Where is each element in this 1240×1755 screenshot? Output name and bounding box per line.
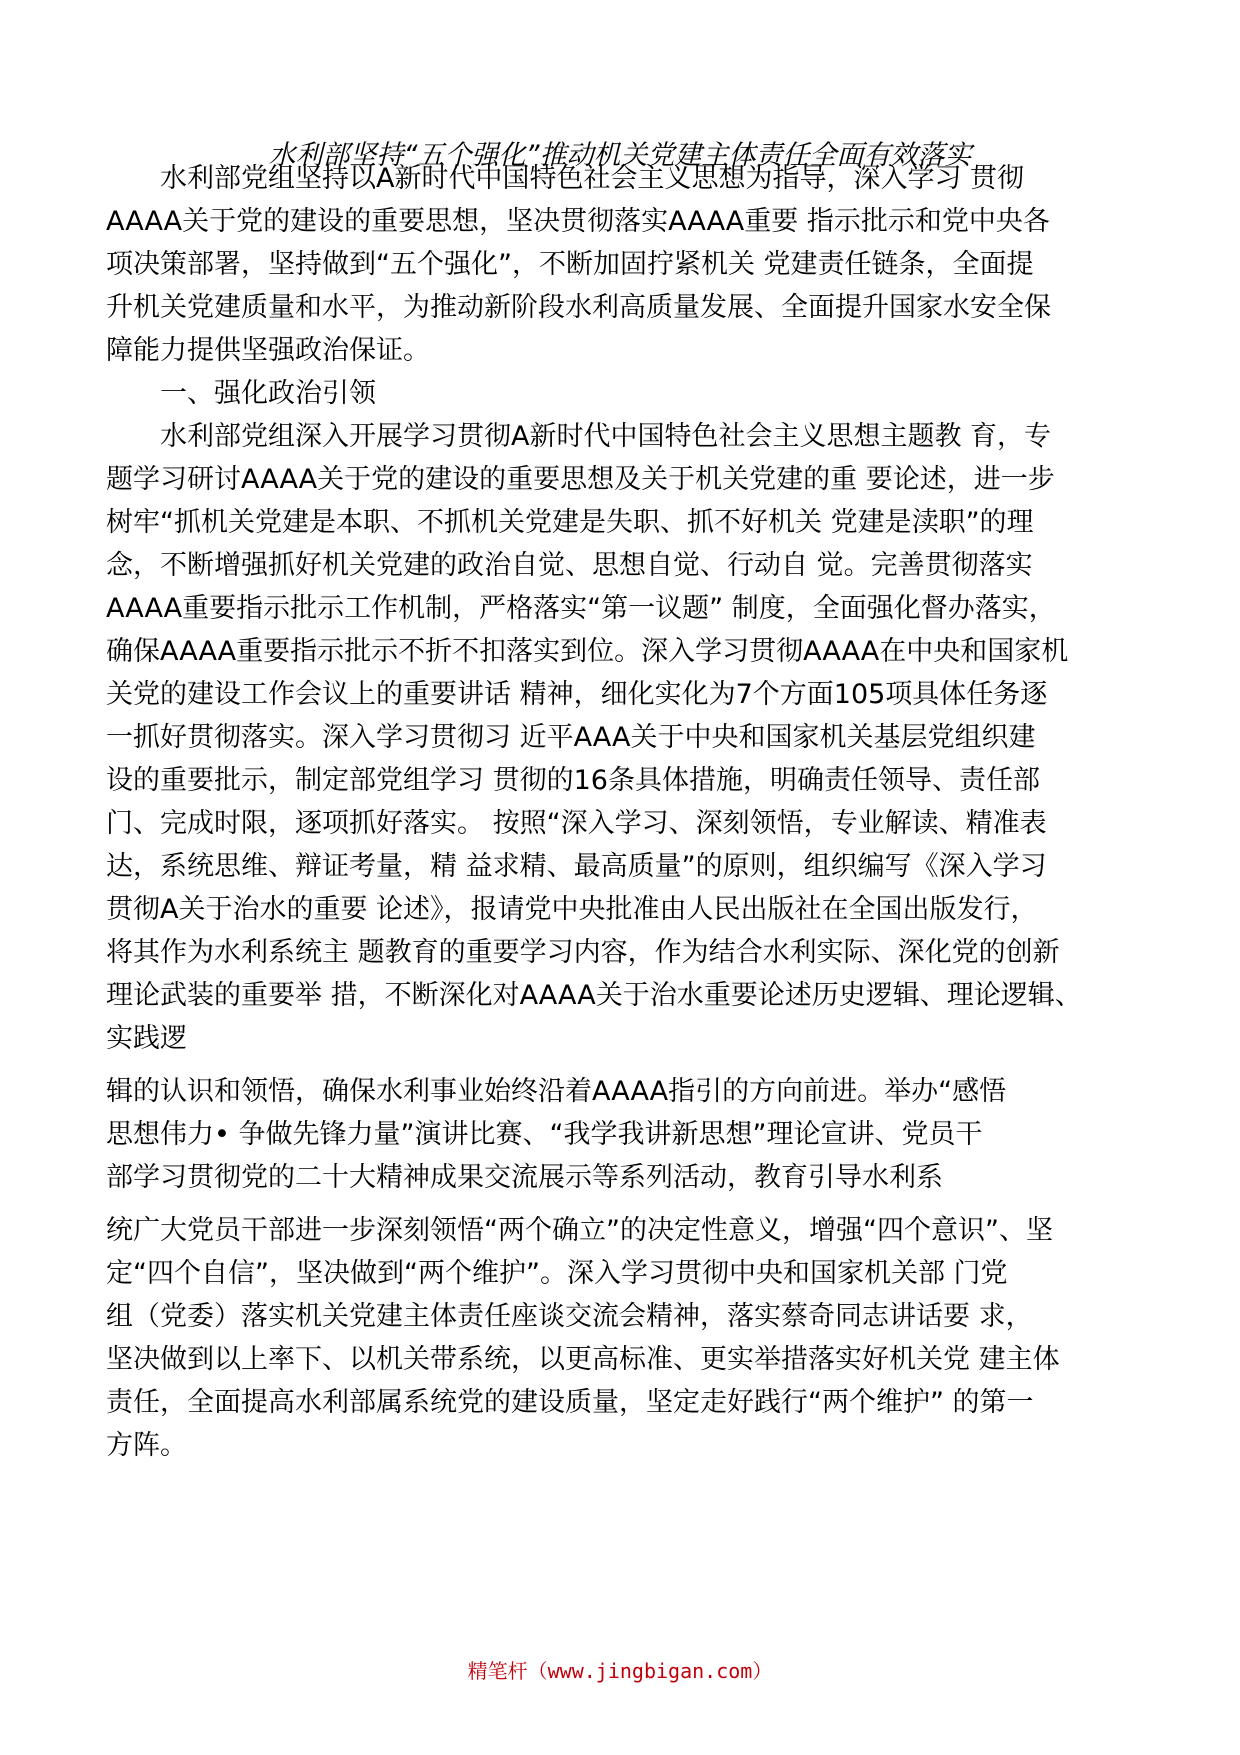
body-line: 水利部党组坚持以A新时代中国特色社会主义思想为指导，深入学习 贯彻 [160,163,1025,194]
body-line: 定“四个自信”，坚决做到“两个维护”。深入学习贯彻中央和国家机关部 门党 [106,1258,1008,1289]
body-line: AAAA重要指示批示工作机制，严格落实“第一议题” 制度，全面强化督办落实， [106,593,1056,624]
body-line: 关党的建设工作会议上的重要讲话 精神，细化实化为7个方面105项具体任务逐 [106,679,1048,710]
footer-watermark: 精笔杆（www.jingbigan.com） [467,1659,773,1683]
body-line: 理论武装的重要举 措，不断深化对AAAA关于治水重要论述历史逻辑、理论逻辑、 [106,980,1082,1011]
body-line: 确保AAAA重要指示批示不折不扣落实到位。深入学习贯彻AAAA在中央和国家机 [106,636,1069,667]
body-line: 项决策部署，坚持做到“五个强化”，不断加固拧紧机关 党建责任链条，全面提 [106,249,1034,280]
body-line: 贯彻A关于治水的重要 论述》，报请党中央批准由人民出版社在全国出版发行， [106,894,1038,925]
body-line: 树牢“抓机关党建是本职、不抓机关党建是失职、抓不好机关 党建是渎职”的理 [106,507,1034,538]
body-line: 达，系统思维、辩证考量，精 益求精、最高质量”的原则，组织编写《深入学习 [106,851,1047,882]
body-line: 思想伟力• 争做先锋力量”演讲比赛、“我学我讲新思想”理论宣讲、党员干 [106,1119,983,1150]
body-line: 升机关党建质量和水平，为推动新阶段水利高质量发展、全面提升国家水安全保 [106,292,1051,323]
body-line: 设的重要批示，制定部党组学习 贯彻的16条具体措施，明确责任领导、责任部 [106,765,1040,796]
body-line: 部学习贯彻党的二十大精神成果交流展示等系列活动，教育引导水利系 [106,1162,943,1193]
body-line: 责任，全面提高水利部属系统党的建设质量，坚定走好践行“两个维护” 的第一 [106,1387,1034,1418]
body-line: 辑的认识和领悟，确保水利事业始终沿着AAAA指引的方向前进。举办“感悟 [106,1076,1007,1107]
body-line: AAAA关于党的建设的重要思想，坚决贯彻落实AAAA重要 指示批示和党中央各 [106,206,1050,237]
body-line: 障能力提供坚强政治保证。 [106,335,430,366]
body-line: 水利部党组深入开展学习贯彻A新时代中国特色社会主义思想主题教 育，专 [160,421,1052,452]
body-line: 将其作为水利系统主 题教育的重要学习内容，作为结合水利实际、深化党的创新 [106,937,1060,968]
body-line: 组（党委）落实机关党建主体责任座谈交流会精神，落实蔡奇同志讲话要 求， [106,1301,1033,1332]
body-line: 方阵。 [106,1430,187,1461]
body-line: 门、完成时限，逐项抓好落实。 按照“深入学习、深刻领悟，专业解读、精准表 [106,808,1047,839]
section-heading: 一、强化政治引领 [160,378,376,409]
body-line: 坚决做到以上率下、以机关带系统，以更高标准、更实举措落实好机关党 建主体 [106,1344,1060,1375]
body-line: 一抓好贯彻落实。深入学习贯彻习 近平AAA关于中央和国家机关基层党组织建 [106,722,1036,753]
body-line: 题学习研讨AAAA关于党的建设的重要思想及关于机关党建的重 要论述，进一步 [106,464,1055,495]
body-line: 统广大党员干部进一步深刻领悟“两个确立”的决定性意义，增强“四个意识”、坚 [106,1215,1053,1246]
document-title: 水利部坚持“五个强化”推动机关党建主体责任全面有效落实 [268,140,972,171]
body-line: 实践逻 [106,1023,187,1054]
body-line: 念，不断增强抓好机关党建的政治自觉、思想自觉、行动自 觉。完善贯彻落实 [106,550,1033,581]
